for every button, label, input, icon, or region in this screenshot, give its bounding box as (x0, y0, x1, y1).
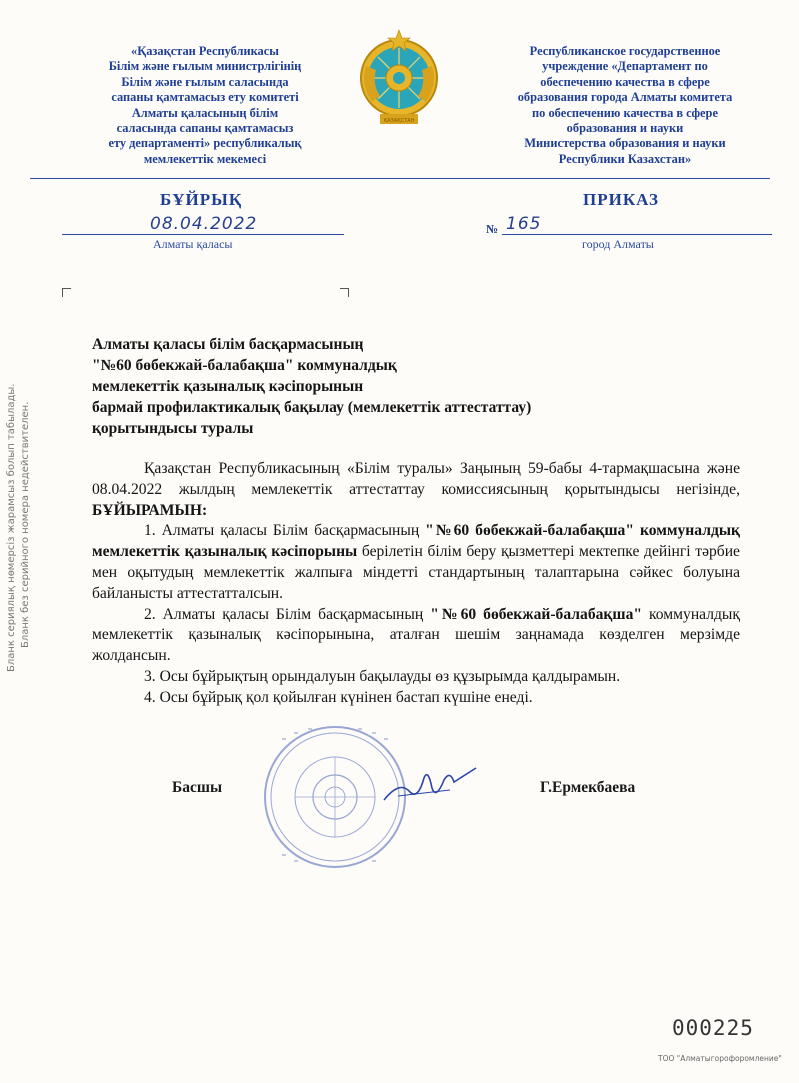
header-right-line: образования города Алматы комитета (517, 90, 733, 105)
header-left-kz (60, 44, 350, 167)
header-left-line: «Қазақстан Республикасы (131, 44, 279, 58)
header-divider (30, 178, 770, 179)
header-left-line: сапаны қамтамасыз ету комитеті (111, 90, 299, 105)
paragraph-intro (92, 459, 740, 521)
side-note-kz: Бланк сериялық нөмерсіз жарамсыз болып табылады. (6, 383, 17, 672)
item1-bold: "№60 бөбекжай-балабақша" коммуналдық мемлекеттік қазыналық кәсіпорыны (92, 522, 740, 561)
title-line: бармай профилактикалық бақылау (мемлекеттік аттестаттау) (92, 399, 532, 416)
state-emblem-icon (358, 26, 440, 132)
signatory-name: Г.Ермекбаева (540, 779, 636, 796)
header-left-line: ету департаменті» республикалық (108, 136, 302, 151)
item2-bold: "№60 бөбекжай-балабақша" (430, 605, 643, 623)
title-line: "№60 бөбекжай-балабақша" коммуналдық (92, 357, 397, 374)
header-left-line: Білім және ғылым министрлігінің (108, 59, 302, 74)
title-line: мемлекеттік қазыналық кәсіпорынын (92, 378, 364, 395)
order-title-kz: БҰЙРЫҚ (160, 190, 243, 209)
signatory-role: Басшы (172, 779, 223, 796)
number-sign: № (486, 222, 499, 236)
header-left-line: саласында сапаны қамтамасыз (116, 121, 294, 136)
number-underline (502, 234, 772, 235)
intro-bold: БҰЙЫРАМЫН: (92, 501, 208, 519)
paragraph-item-4: 4. Осы бұйрық қол қойылған күнінен бастап күшіне енеді. (144, 688, 533, 706)
header-left-line: Білім және ғылым саласында (121, 74, 289, 89)
header-right-ru (475, 44, 775, 167)
header-right-line: обеспечению качества в сфере (540, 74, 710, 89)
intro-text: Қазақстан Республикасының «Білім туралы» Заңының 59-бабы 4-тармақшасына және 08.04.2022 жылдың мемлекеттік аттестаттау комиссиясының қорытындысы негізінде, (92, 460, 740, 498)
order-title-ru: ПРИКАЗ (583, 190, 659, 209)
title-line: Алматы қаласы білім басқармасының (92, 336, 364, 353)
date-underline (62, 234, 344, 235)
item2-rest: коммуналдық мемлекеттік қазыналық кәсіпорынына, аталған шешім заңнамада көзделген мерзімде жолдансын. (92, 605, 740, 665)
handwritten-number: 165 (506, 214, 542, 234)
handwritten-signature-icon (380, 760, 480, 810)
corner-mark (340, 288, 349, 297)
item2-text: 2. Алматы қаласы Білім басқармасының (144, 605, 424, 623)
title-line: қорытындысы туралы (92, 420, 254, 437)
header-right-line: Республиканское государственное (529, 44, 721, 58)
city-ru: город Алматы (582, 237, 654, 251)
document-body (92, 459, 740, 709)
item1-rest: берілетін білім беру қызметтері мектепке дейінгі тәрбие мен оқытудың мемлекеттік жалпыға міндетті стандартының талаптарына сәйкес болуына байланысты аттестатталсын. (92, 543, 740, 602)
paragraph-item-1 (92, 521, 740, 604)
document-title (92, 334, 531, 439)
item1-text: 1. Алматы қаласы Білім басқармасының (144, 522, 420, 540)
svg-text:ҚАЗАҚСТАН: ҚАЗАҚСТАН (383, 118, 415, 124)
header-right-line: Министерства образования и науки (524, 136, 726, 151)
side-note-ru: Бланк без серийного номера недействителен. (20, 401, 31, 648)
header-right-line: по обеспечению качества в сфере (532, 105, 718, 120)
city-kz: Алматы қаласы (153, 237, 233, 251)
header-left-line: Алматы қаласының білім (131, 105, 279, 120)
handwritten-date: 08.04.2022 (150, 214, 258, 234)
header-right-line: образования и науки (566, 121, 684, 136)
header-right-line: Республики Казахстан» (558, 151, 692, 166)
paragraph-item-2 (92, 605, 740, 667)
corner-mark (62, 288, 71, 297)
serial-number: 000225 (672, 1016, 754, 1040)
header-left-line: мемлекеттік мекемесі (143, 151, 267, 166)
header-right-line: учреждение «Департамент по (542, 59, 708, 74)
printer-name: ТОО "Алматыгорофоромление" (658, 1054, 782, 1063)
paragraph-item-3: 3. Осы бұйрықтың орындалуын бақылауды өз құзырымда қалдырамын. (144, 667, 621, 685)
